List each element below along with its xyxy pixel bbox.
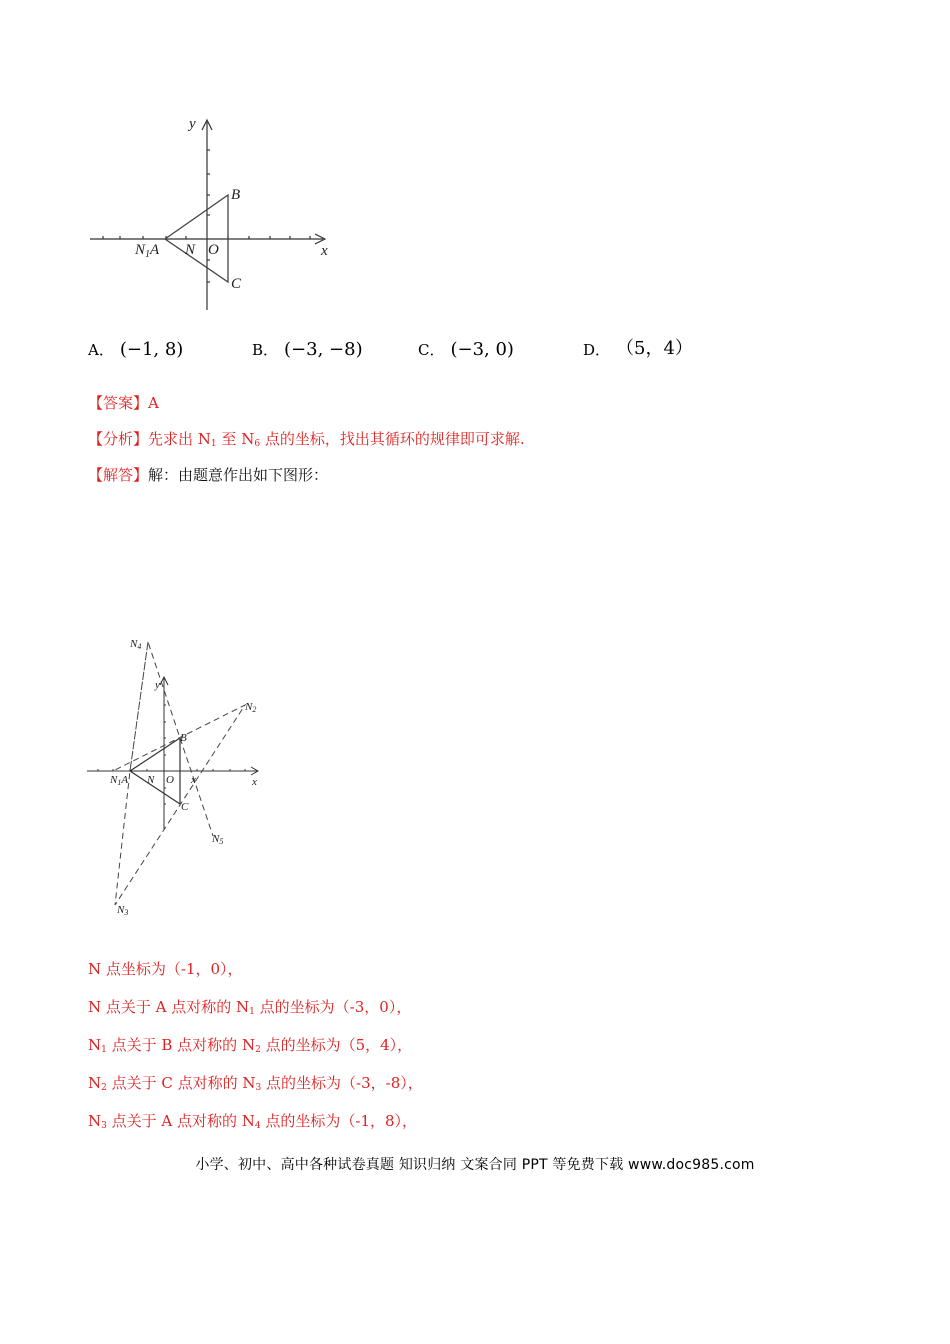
fig1-C-label: C [231,276,242,292]
fig2-N4-label: N4 [130,638,142,651]
fig1-x-label: x [321,243,328,259]
fig2-C-label: C [181,801,189,813]
option-d[interactable]: D． （5，4） [583,338,693,359]
fig2-N-label: N [147,774,155,786]
fig2-N3-label: N3 [117,904,129,917]
option-c[interactable]: C． (−3, 0) [418,339,514,360]
coordinate-figure-1 [85,110,345,315]
step-line-1: N 点关于 A 点对称的 $N_1$ 点的坐标为（-3，0）， [88,998,412,1017]
fig2-B-label: B [180,732,187,744]
fig1-y-label: y [189,116,196,132]
fig1-N1-label: $N_1A$ [135,242,160,260]
fig2-x-label: x [252,776,257,788]
step-line-4: $N_3$ 点关于 A 点对称的 $N_4$ 点的坐标为（-1，8）， [88,1112,418,1131]
fig1-N-label: N [185,242,196,258]
step-line-0: N 点坐标为（-1，0）， [88,960,243,978]
fig2-N1-label: N1A [110,774,129,787]
fig1-O-label: O [208,242,219,258]
step-line-2: $N_1$ 点关于 B 点对称的 $N_2$ 点的坐标为（5，4）， [88,1036,413,1055]
page-footer: 小学、初中、高中各种试卷真题 知识归纳 文案合同 PPT 等免费下载 www.doc985.com [195,1157,755,1173]
fig2-N5-label: N5 [212,833,224,846]
option-b[interactable]: B． (−3, −8) [252,339,363,360]
fig2-y-label: y [155,679,160,691]
coordinate-figure-2 [85,630,270,920]
step-line-3: $N_2$ 点关于 C 点对称的 $N_3$ 点的坐标为（-3，-8）， [88,1074,423,1093]
fig1-B-label: B [231,187,241,203]
fig2-O-label: O [166,774,174,786]
fig2-N2-label: N2 [245,701,257,714]
solution-line: 【解答】解：由题意作出如下图形： [88,466,329,484]
option-a[interactable]: A． (−1, 8) [88,339,184,360]
answer-line: 【答案】A [88,394,159,412]
fig2-x-mid-label: x [191,774,196,786]
analysis-line: 【分析】先求出 $N_1$ 至 $N_6$ 点的坐标，找出其循环的规律即可求解. [88,430,525,449]
